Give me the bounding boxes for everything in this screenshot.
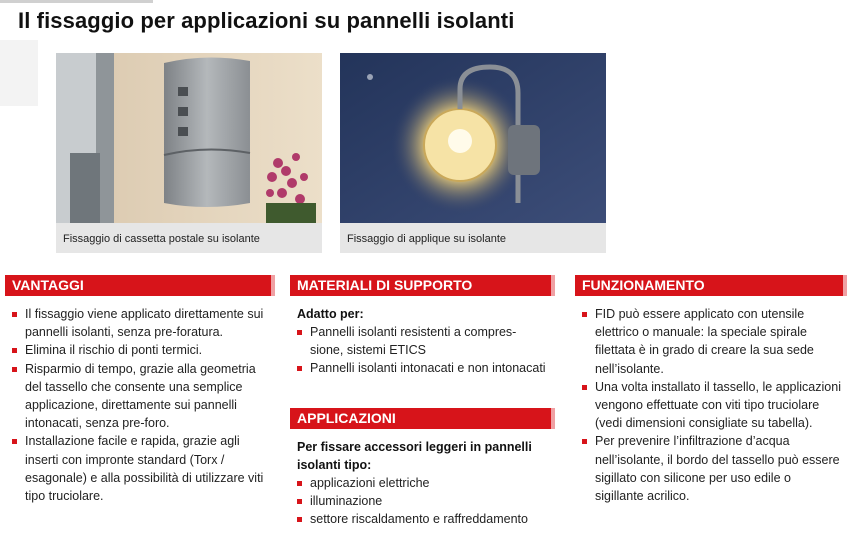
vantaggi-list	[10, 305, 272, 505]
list-item: settore riscaldamento e raffreddamento	[295, 510, 549, 528]
section-heading-materiali: MATERIALI DI SUPPORTO	[290, 275, 551, 296]
funzionamento-list	[580, 305, 842, 505]
materiali-list	[295, 323, 549, 378]
mailbox-photo	[56, 53, 322, 223]
page-title: Il fissaggio per applicazioni su pannelli isolanti	[18, 8, 515, 33]
photo-caption: Fissaggio di applique su isolante	[347, 233, 506, 245]
list-item: Per prevenire l’infiltrazione d’acqua nell’isolante, il bordo del tassello può essere sigillato con silicone per uso edile o sigillante acrilico.	[580, 432, 842, 505]
applicazioni-list	[295, 474, 549, 529]
list-item: FID può essere applicato con utensile elettrico o manuale: la speciale spirale filettata è in grado di creare la sua sede nell’isolante.	[580, 305, 842, 378]
photo-card-lamp	[340, 53, 606, 253]
section-heading-vantaggi: VANTAGGI	[5, 275, 271, 296]
section-heading-applicazioni: APPLICAZIONI	[290, 408, 551, 429]
section-heading-funzionamento: FUNZIONAMENTO	[575, 275, 843, 296]
list-item: Installazione facile e rapida, grazie agli inserti con impronte standard (Torx / esagonale) e alla possibilità di utilizzare viti tipo truciolare.	[10, 432, 272, 505]
left-stripe	[0, 40, 38, 106]
list-item: Elimina il rischio di ponti termici.	[10, 341, 272, 359]
top-rule	[0, 0, 153, 3]
applicazioni-subtitle: Per fissare accessori leggeri in pannelli isolanti tipo:	[297, 440, 532, 473]
list-item: Pannelli isolanti intonacati e non intonacati	[295, 359, 549, 377]
list-item: illuminazione	[295, 492, 549, 510]
list-item: Il fissaggio viene applicato direttamente sui pannelli isolanti, senza pre-foratura.	[10, 305, 272, 341]
list-item: applicazioni elettriche	[295, 474, 549, 492]
lamp-photo	[340, 53, 606, 223]
list-item: Pannelli isolanti resistenti a compres-sione, sistemi ETICS	[295, 323, 549, 359]
list-item: Risparmio di tempo, grazie alla geometria del tassello che consente una semplice applicazione, direttamente sui pannelli intonacati, senza pre-foro.	[10, 360, 272, 433]
list-item: Una volta installato il tassello, le applicazioni vengono effettuate con viti tipo truciolare (vedi dimensioni consigliate su tabella).	[580, 378, 842, 433]
photo-card-mailbox	[56, 53, 322, 253]
materiali-subtitle: Adatto per:	[297, 307, 364, 321]
photo-caption: Fissaggio di cassetta postale su isolante	[63, 233, 260, 245]
